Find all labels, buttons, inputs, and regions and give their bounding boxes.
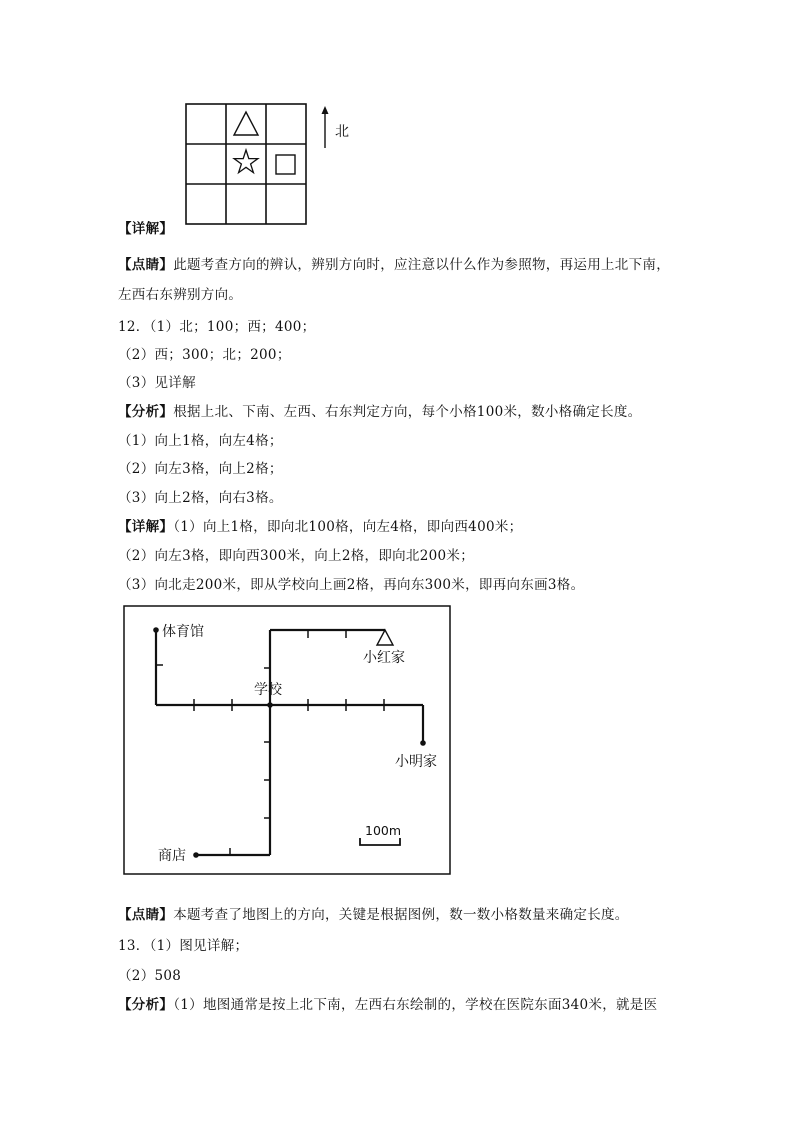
scale-label: 100m (365, 823, 402, 838)
text-line-8: （1）向上1格，向左4格； (118, 433, 283, 449)
text-line-10: （3）向上2格，向右3格。 (118, 490, 283, 506)
store-point (193, 852, 199, 858)
gym-point (153, 627, 159, 633)
store-label: 商店 (158, 848, 186, 864)
square-icon (276, 155, 295, 174)
north-arrow-icon (322, 106, 329, 148)
direction-grid-figure (180, 98, 380, 228)
xiaoming-label: 小明家 (395, 754, 437, 770)
grid (186, 104, 306, 224)
text-line-9: （2）向左3格，向上2格； (118, 461, 283, 477)
text-line-3: 左西右东辨别方向。 (118, 287, 243, 303)
text-line-12: （2）向左3格，即向西300米，向上2格，即向北200米； (118, 548, 475, 564)
text-line-1: 【详解】 (118, 221, 174, 237)
text-line-17: 【分析】（1）地图通常是按上北下南，左西右东绘制的，学校在医院东面340米，就是医 (118, 997, 658, 1013)
text-line-15: 13．（1）图见详解； (118, 938, 249, 954)
xiaoming-point (420, 740, 426, 746)
text-line-4: 12．（1）北；100；西；400； (118, 319, 316, 335)
star-icon (234, 150, 258, 173)
text-line-11: 【详解】（1）向上1格，即向北100格，向左4格，即向西400米； (118, 519, 523, 535)
triangle-icon (377, 630, 393, 645)
xiaohong-label: 小红家 (363, 650, 405, 666)
route-map-figure (123, 605, 453, 877)
map-border (124, 606, 450, 874)
north-label: 北 (335, 124, 349, 140)
text-line-6: （3）见详解 (118, 375, 196, 391)
text-line-13: （3）向北走200米，即从学校向上画2格，再向东300米，即再向东画3格。 (118, 577, 585, 593)
text-line-2: 【点睛】此题考查方向的辨认，辨别方向时，应注意以什么作为参照物，再运用上北下南， (118, 257, 671, 273)
school-label: 学校 (254, 682, 282, 698)
text-line-7: 【分析】根据上北、下南、左西、右东判定方向，每个小格100米，数小格确定长度。 (118, 404, 642, 420)
gym-label: 体育馆 (162, 624, 204, 640)
text-line-14: 【点睛】本题考查了地图上的方向，关键是根据图例，数一数小格数量来确定长度。 (118, 907, 629, 923)
triangle-icon (234, 112, 258, 135)
scale-bar (360, 838, 400, 845)
school-point (267, 702, 273, 708)
text-line-5: （2）西；300；北；200； (118, 347, 291, 363)
text-line-16: （2）508 (118, 968, 182, 984)
